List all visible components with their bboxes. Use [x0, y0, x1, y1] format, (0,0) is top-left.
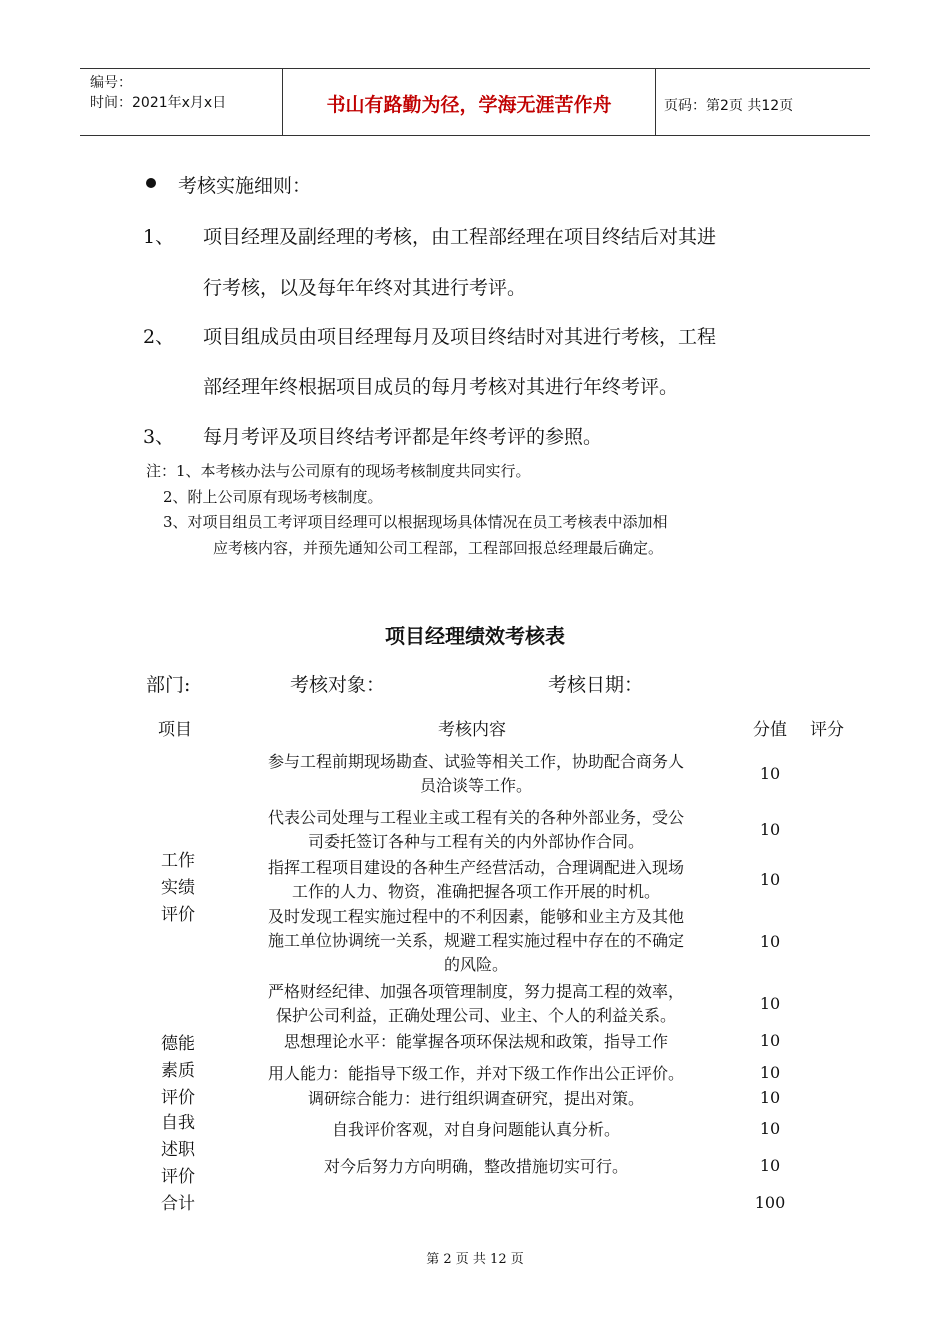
meta-dept: 部门:	[146, 674, 191, 696]
header-date-label: 时间：2021年x月x日	[90, 95, 227, 111]
table-row-content: 对今后努力方向明确，整改措施切实可行。	[323, 1157, 628, 1176]
total-score: 100	[754, 1193, 786, 1212]
row-score: 10	[759, 1119, 781, 1138]
table-row-content: 及时发现工程实施过程中的不利因素，能够和业主方及其他 施工单位协调统一关系，规避工程实施过程中存在的不确定 的风险。	[267, 907, 684, 974]
header-top-rule	[80, 68, 870, 69]
item-number: 1、	[143, 226, 175, 248]
item-text: 项目经理及副经理的考核，由工程部经理在项目终结后对其进	[203, 226, 717, 248]
table-row-content: 思想理论水平：能掌握各项环保法规和政策，指导工作	[283, 1032, 668, 1051]
section-heading: 考核实施细则：	[178, 175, 312, 197]
item-number: 3、	[143, 426, 175, 448]
item-number: 2、	[143, 326, 175, 348]
category-quality: 德能 素质 评价	[161, 1034, 195, 1108]
row-score: 10	[759, 1063, 781, 1082]
category-work: 工作 实绩 评价	[161, 851, 195, 925]
table-row-content: 自我评价客观，对自身问题能认真分析。	[331, 1120, 620, 1139]
item-text: 每月考评及项目终结考评都是年终考评的参照。	[203, 426, 603, 448]
item-text: 行考核，以及每年年终对其进行考评。	[203, 277, 527, 299]
table-row-content: 指挥工程项目建设的各种生产经营活动，合理调配进入现场 工作的人力、物资，准确把握各项工作开展的时机。	[267, 858, 684, 901]
table-title: 项目经理绩效考核表	[385, 624, 565, 648]
table-row-content: 调研综合能力：进行组织调查研究，提出对策。	[307, 1089, 644, 1108]
header-score: 分值	[753, 720, 787, 740]
table-row-content: 严格财经纪律、加强各项管理制度，努力提高工程的效率， 保护公司利益，正确处理公司、业主、个人的利益关系。	[267, 982, 684, 1025]
category-self: 自我 述职 评价	[161, 1113, 195, 1187]
item-text: 部经理年终根据项目成员的每月考核对其进行年终考评。	[203, 376, 679, 398]
note-line: 注：1、本考核办法与公司原有的现场考核制度共同实行。	[146, 462, 531, 480]
bullet-icon	[146, 178, 156, 188]
table-row-content: 用人能力：能指导下级工作，并对下级工作作出公正评价。	[267, 1064, 684, 1083]
note-line: 应考核内容，并预先通知公司工程部，工程部回报总经理最后确定。	[213, 539, 664, 557]
header-item: 项目	[158, 720, 192, 740]
meta-target: 考核对象：	[290, 674, 386, 696]
header-rating: 评分	[810, 720, 844, 740]
row-score: 10	[759, 932, 781, 951]
header-number-label: 编号：	[90, 75, 132, 91]
table-row-content: 代表公司处理与工程业主或工程有关的各种外部业务，受公 司委托签订各种与工程有关的内外部协作合同。	[267, 808, 684, 851]
header-content: 考核内容	[438, 720, 506, 740]
row-score: 10	[759, 870, 781, 889]
row-score: 10	[759, 820, 781, 839]
row-score: 10	[759, 1031, 781, 1050]
category-total: 合计	[161, 1194, 195, 1214]
note-line: 2、附上公司原有现场考核制度。	[163, 488, 383, 506]
page-footer: 第 2 页 共 12 页	[426, 1252, 524, 1267]
item-text: 项目组成员由项目经理每月及项目终结时对其进行考核，工程	[203, 326, 717, 348]
header-page-label: 页码：第2页 共12页	[664, 98, 794, 114]
header-divider	[655, 68, 656, 136]
meta-date: 考核日期：	[548, 674, 644, 696]
header-bottom-rule	[80, 135, 870, 136]
table-row-content: 参与工程前期现场勘查、试验等相关工作，协助配合商务人 员洽谈等工作。	[267, 752, 684, 795]
note-line: 3、对项目组员工考评项目经理可以根据现场具体情况在员工考核表中添加相	[163, 513, 668, 531]
row-score: 10	[759, 1088, 781, 1107]
row-score: 10	[759, 764, 781, 783]
header-motto: 书山有路勤为径，学海无涯苦作舟	[326, 94, 612, 116]
row-score: 10	[759, 1156, 781, 1175]
row-score: 10	[759, 994, 781, 1013]
